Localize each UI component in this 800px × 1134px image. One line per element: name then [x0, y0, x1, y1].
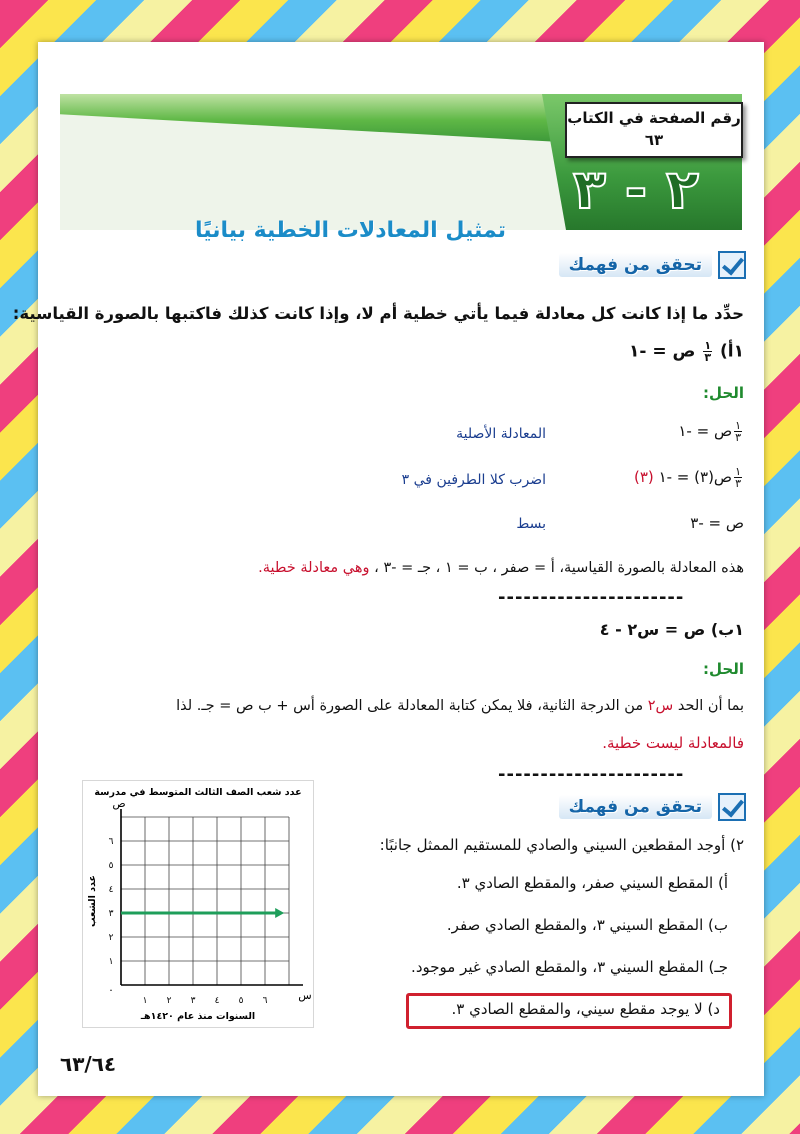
x-tick-label: ٦ [262, 996, 268, 1006]
step-3-equation: ص = -٣ [690, 514, 744, 532]
checkmark-icon [718, 251, 746, 279]
step-2-note: اضرب كلا الطرفين في ٣ [401, 472, 546, 488]
step-2-multiplier: (٣) [634, 468, 654, 486]
lesson-title: تمثيل المعادلات الخطية بيانيًا [194, 218, 506, 243]
question-1a-equation: ص = -١ [629, 341, 696, 362]
origin-label: . [109, 981, 113, 994]
chart-title: عدد شعب الصف الثالث المتوسط في مدرسة [94, 787, 302, 798]
x-axis-label: السنوات منذ عام ١٤٢٠هـ [140, 1011, 256, 1022]
y-tick-label: ٤ [108, 885, 114, 895]
book-page-label: رقم الصفحة في الكتاب [567, 109, 741, 127]
book-page-value: ٦٣ [644, 131, 664, 149]
selected-answer-highlight [406, 993, 732, 1029]
choice-d[interactable]: د) لا يوجد مقطع سيني، والمقطع الصادي ٣. [451, 1000, 720, 1018]
x-tick-label: ٢ [166, 996, 172, 1006]
fraction-one-third: $\frac{١}{٣}$ [704, 339, 712, 364]
check-understanding-heading-1 [559, 250, 746, 280]
page-number: ٦٣/٦٤ [60, 1052, 117, 1076]
checkmark-icon [718, 793, 746, 821]
check-understanding-label-2: تحقق من فهمك [559, 795, 712, 819]
choice-b[interactable]: ب) المقطع السيني ٣، والمقطع الصادي صفر. [446, 916, 728, 934]
line-chart [83, 781, 313, 1027]
step-1-fraction: $\frac{١}{٣}$ [735, 419, 741, 444]
series-arrowhead [275, 908, 284, 918]
solution-1b-line-1: بما أن الحد س٢ من الدرجة الثانية، فلا يمكن كتابة المعادلة على الصورة أس + ب ص = جـ. لذا [176, 698, 744, 714]
conclusion-1a-verdict: وهي معادلة خطية. [258, 560, 370, 576]
question-1b [58, 620, 744, 639]
chart-panel [82, 780, 314, 1028]
book-page-box [565, 102, 743, 158]
conclusion-1a: هذه المعادلة بالصورة القياسية، أ = صفر ، ب = ١ ، جـ = -٣ ، وهي معادلة خطية. [258, 560, 744, 576]
x-tick-label: ٤ [214, 996, 220, 1006]
solution-label-1a: الحل: [703, 384, 744, 402]
step-1-equation: $\frac{١}{٣}$ ص = -١ [678, 419, 741, 444]
solution-1b-line-2: فالمعادلة ليست خطية. [602, 734, 744, 752]
choice-a[interactable]: أ) المقطع السيني صفر، والمقطع الصادي ٣. [456, 874, 728, 892]
step-3-note: بسط [516, 516, 546, 532]
step-2-fraction: $\frac{١}{٣}$ [735, 465, 741, 490]
question-2: ٢) أوجد المقطعين السيني والصادي للمستقيم الممثل جانبًا: [379, 836, 744, 854]
choice-c[interactable]: جـ) المقطع السيني ٣، والمقطع الصادي غير موجود. [411, 958, 728, 976]
x-axis-name: س [298, 989, 312, 1002]
x-tick-label: ٥ [238, 996, 244, 1006]
y-tick-label: ٢ [108, 933, 114, 943]
y-axis-label: عدد الشعب [87, 874, 98, 928]
step-1-note: المعادلة الأصلية [456, 426, 546, 442]
lesson-number: ٢ - ٣ [573, 158, 699, 221]
solution-1b-term: س٢ [647, 698, 674, 714]
step-2-equation: $\frac{١}{٣}$ ص(٣) = -١ (٣) [634, 465, 741, 490]
question-1b-label: ١ب) [710, 620, 744, 639]
question-1b-equation: ص = س٢ - ٤ [599, 620, 706, 639]
y-axis-name: ص [112, 797, 126, 810]
y-tick-label: ١ [108, 957, 114, 967]
solution-label-1b: الحل: [703, 660, 744, 678]
y-tick-label: ٥ [108, 861, 114, 871]
question-1a-label: ١أ) [720, 341, 744, 362]
divider-dashes-2: ---------------------- [498, 764, 685, 785]
divider-dashes-1: ---------------------- [498, 587, 685, 608]
y-tick-label: ٣ [108, 909, 114, 919]
x-tick-label: ١ [142, 996, 148, 1006]
check-understanding-heading-2 [559, 792, 746, 822]
instruction-text: حدِّد ما إذا كانت كل معادلة فيما يأتي خطية أم لا، وإذا كانت كذلك فاكتبها بالصورة القياسية: [12, 304, 744, 323]
worksheet-page [12, 42, 764, 1096]
check-understanding-label: تحقق من فهمك [559, 253, 712, 277]
x-tick-label: ٣ [190, 996, 196, 1006]
question-1a [58, 340, 744, 363]
y-tick-label: ٦ [108, 837, 114, 847]
